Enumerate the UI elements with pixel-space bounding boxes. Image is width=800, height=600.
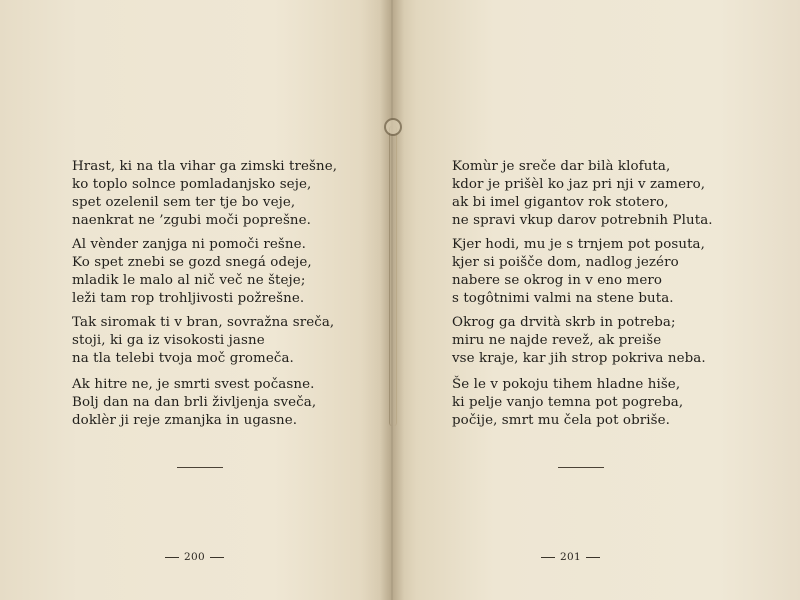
- stanza: [452, 236, 705, 308]
- verse-line: Hrast, ki na tla vihar ga zimski trešne,: [72, 159, 338, 174]
- verse-line: Ko spet znebi se gozd snegá odeje,: [72, 255, 312, 270]
- verse-line: spet ozelenil sem ter tje bo veje,: [72, 195, 296, 210]
- folio-dash: [586, 557, 600, 558]
- folio-dash: [541, 557, 555, 558]
- verse-line: doklèr ji reje zmanjka in ugasne.: [72, 413, 298, 428]
- verse-line: naenkrat ne ’zgubi moči poprešne.: [72, 213, 312, 228]
- verse-line: leži tam rop trohljivosti požrešne.: [72, 291, 305, 306]
- verse-line: Še le v pokoju tihem hladne hiše,: [452, 377, 681, 392]
- verse-line: ki pelje vanjo temna pot pogreba,: [452, 395, 684, 410]
- folio-dash: [165, 557, 179, 558]
- verse-line: Kjer hodi, mu je s trnjem pot posuta,: [452, 237, 705, 252]
- verse-line: ak bi imel gigantov rok stotero,: [452, 195, 669, 210]
- section-rule: [177, 467, 223, 468]
- stanza: [72, 376, 316, 430]
- stanza: [72, 314, 334, 368]
- verse-line: Komùr je sreče dar bilà klofuta,: [452, 159, 671, 174]
- right-page: [392, 0, 800, 600]
- verse-line: miru ne najde revež, ak preiše: [452, 333, 662, 348]
- left-page: [0, 0, 392, 600]
- stanza: [72, 158, 337, 230]
- stanza: [72, 236, 312, 308]
- verse-line: Al vènder zanjga ni pomoči rešne.: [72, 237, 307, 252]
- verse-line: ne spravi vkup darov potrebnih Pluta.: [452, 213, 713, 228]
- page-number: [536, 551, 605, 563]
- verse-line: stoji, ki ga iz visokosti jasne: [72, 333, 265, 348]
- verse-line: Okrog ga drvità skrb in potreba;: [452, 315, 676, 330]
- page-number: [160, 551, 229, 563]
- folio-dash: [210, 557, 224, 558]
- binding-knot: [384, 118, 402, 136]
- verse-line: kjer si poišče dom, nadlog jezéro: [452, 255, 679, 270]
- verse-line: Ak hitre ne, je smrti svest počasne.: [72, 377, 315, 392]
- verse-line: vse kraje, kar jih strop pokriva neba.: [452, 351, 706, 366]
- verse-line: Tak siromak ti v bran, sovražna sreča,: [72, 315, 335, 330]
- page-number-text: 200: [184, 551, 205, 563]
- verse-line: počije, smrt mu čela pot obriše.: [452, 413, 670, 428]
- verse-line: nabere se okrog in v eno mero: [452, 273, 663, 288]
- stanza: [452, 158, 713, 230]
- section-rule: [558, 467, 604, 468]
- binding-thread: [389, 126, 397, 426]
- verse-line: mladik le malo al nič več ne šteje;: [72, 273, 306, 288]
- verse-line: kdor je prišèl ko jaz pri nji v zamero,: [452, 177, 706, 192]
- verse-line: s togôtnimi valmi na stene buta.: [452, 291, 674, 306]
- verse-line: Bolj dan na dan brli življenja sveča,: [72, 395, 317, 410]
- stanza: [452, 314, 706, 368]
- verse-line: na tla telebi tvoja moč gromeča.: [72, 351, 294, 366]
- verse-line: ko toplo solnce pomladanjsko seje,: [72, 177, 312, 192]
- stanza: [452, 376, 683, 430]
- page-number-text: 201: [560, 551, 581, 563]
